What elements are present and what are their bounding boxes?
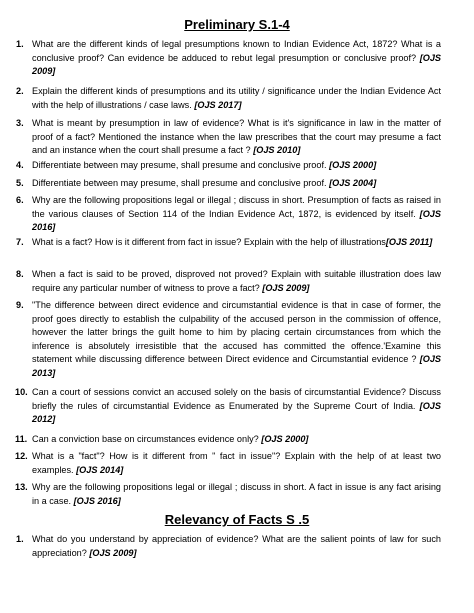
question-item: [16, 268, 441, 295]
question-item: [15, 450, 441, 477]
exam-reference: [OJS 2009]: [89, 547, 137, 558]
exam-reference: [OJS 2012]: [32, 400, 441, 425]
section-title-relevancy: Relevancy of Facts S .5: [164, 512, 310, 527]
question-text: What is meant by presumption in law of evidence? What is it's significance in law in the matter of proof of a fact? Mentioned the instance when the law prescribes that the court may presume a fact and an instance when the court shall presume a fact ?: [32, 118, 441, 156]
question-number: 4.: [16, 160, 24, 170]
exam-reference: [OJS 2009]: [262, 282, 310, 293]
exam-reference: [OJS 2009]: [32, 52, 441, 77]
question-item: [15, 481, 441, 508]
question-text: When a fact is said to be proved, disproved not proved? Explain with suitable illustration does law require any particular number of witness to prove a fact?: [32, 269, 441, 293]
exam-reference: [OJS 2000]: [329, 160, 377, 170]
question-number: 1.: [16, 39, 24, 49]
exam-reference: [OJS 2013]: [32, 354, 441, 378]
question-text: Why are the following propositions legal or illegal ; discuss in short. A fact in issue is any fact arising in a case.: [32, 482, 441, 506]
exam-reference: [OJS 2016]: [32, 208, 441, 233]
question-text: What do you understand by appreciation of evidence? What are the salient points of law for such appreciation?: [32, 534, 441, 558]
question-item: [16, 236, 441, 250]
exam-reference: [OJS 2010]: [253, 145, 301, 156]
question-text: Why are the following propositions legal or illegal ; discuss in short. Presumption of facts as raised in the various clauses of Section 114 of the Indian Evidence Act, 1872, is evidenced by itself.: [32, 195, 441, 219]
question-text: "The difference between direct evidence and circumstantial evidence is that in case of former, the proof goes directly to establish the culpability of the accused person in the commission of offence, however the latter brings the guilt home to him by placing certain circumstances from which the inference is absolutely irresistible that the accused has committed the offence.'Examine this statement while discussing difference between Direct evidence and Circumstantial evidence ?: [32, 300, 441, 365]
question-item: [16, 117, 441, 158]
exam-reference: [OJS 2011]: [385, 237, 433, 247]
question-item: [15, 433, 441, 447]
question-item: [16, 38, 441, 79]
question-text: Differentiate between may presume, shall presume and conclusive proof.: [32, 178, 327, 188]
question-text: Can a conviction base on circumstances evidence only?: [32, 434, 259, 444]
question-text: What is a "fact"? How is it different from " fact in issue"? Explain with the help of at least two examples.: [32, 451, 441, 475]
exam-reference: [OJS 2000]: [261, 434, 309, 444]
question-number: 1.: [16, 534, 24, 544]
question-number: 3.: [16, 118, 24, 128]
question-item: [16, 85, 441, 112]
exam-reference: [OJS 2004]: [329, 178, 377, 188]
question-text: Explain the different kinds of presumptions and its utility / significance under the Indian Evidence Act with the help of illustrations / case laws.: [32, 86, 441, 110]
exam-reference: [OJS 2014]: [76, 464, 124, 475]
question-number: 11.: [15, 434, 28, 444]
question-item: [16, 299, 441, 381]
question-number: 8.: [16, 269, 24, 279]
question-text: Can a court of sessions convict an accused solely on the basis of circumstantial Evidence? Discuss briefly the rules of circumstantial Evidence as Enumerated by the Supreme Court of India.: [32, 387, 441, 411]
question-text: Differentiate between may presume, shall presume and conclusive proof.: [32, 160, 327, 170]
exam-reference: [OJS 2017]: [194, 99, 242, 110]
question-number: 10.: [15, 387, 28, 397]
question-number: 6.: [16, 195, 24, 205]
question-number: 2.: [16, 86, 24, 96]
question-number: 7.: [16, 237, 24, 247]
section-title-preliminary: Preliminary S.1-4: [184, 17, 290, 32]
question-number: 5.: [16, 178, 24, 188]
question-item: [16, 533, 441, 560]
question-text: What are the different kinds of legal presumptions known to Indian Evidence Act, 1872? What is a conclusive proof? Can evidence be adduced to rebut legal presumption or conclusive proof?: [32, 39, 441, 63]
question-item: [16, 159, 441, 173]
question-number: 13.: [15, 482, 28, 492]
question-item: [16, 194, 441, 235]
question-number: 9.: [16, 300, 24, 310]
question-item: [15, 386, 441, 427]
question-item: [16, 177, 441, 191]
question-text: What is a fact? How is it different from fact in issue? Explain with the help of illustrations: [32, 237, 386, 247]
exam-reference: [OJS 2016]: [73, 495, 121, 506]
question-number: 12.: [15, 451, 28, 461]
